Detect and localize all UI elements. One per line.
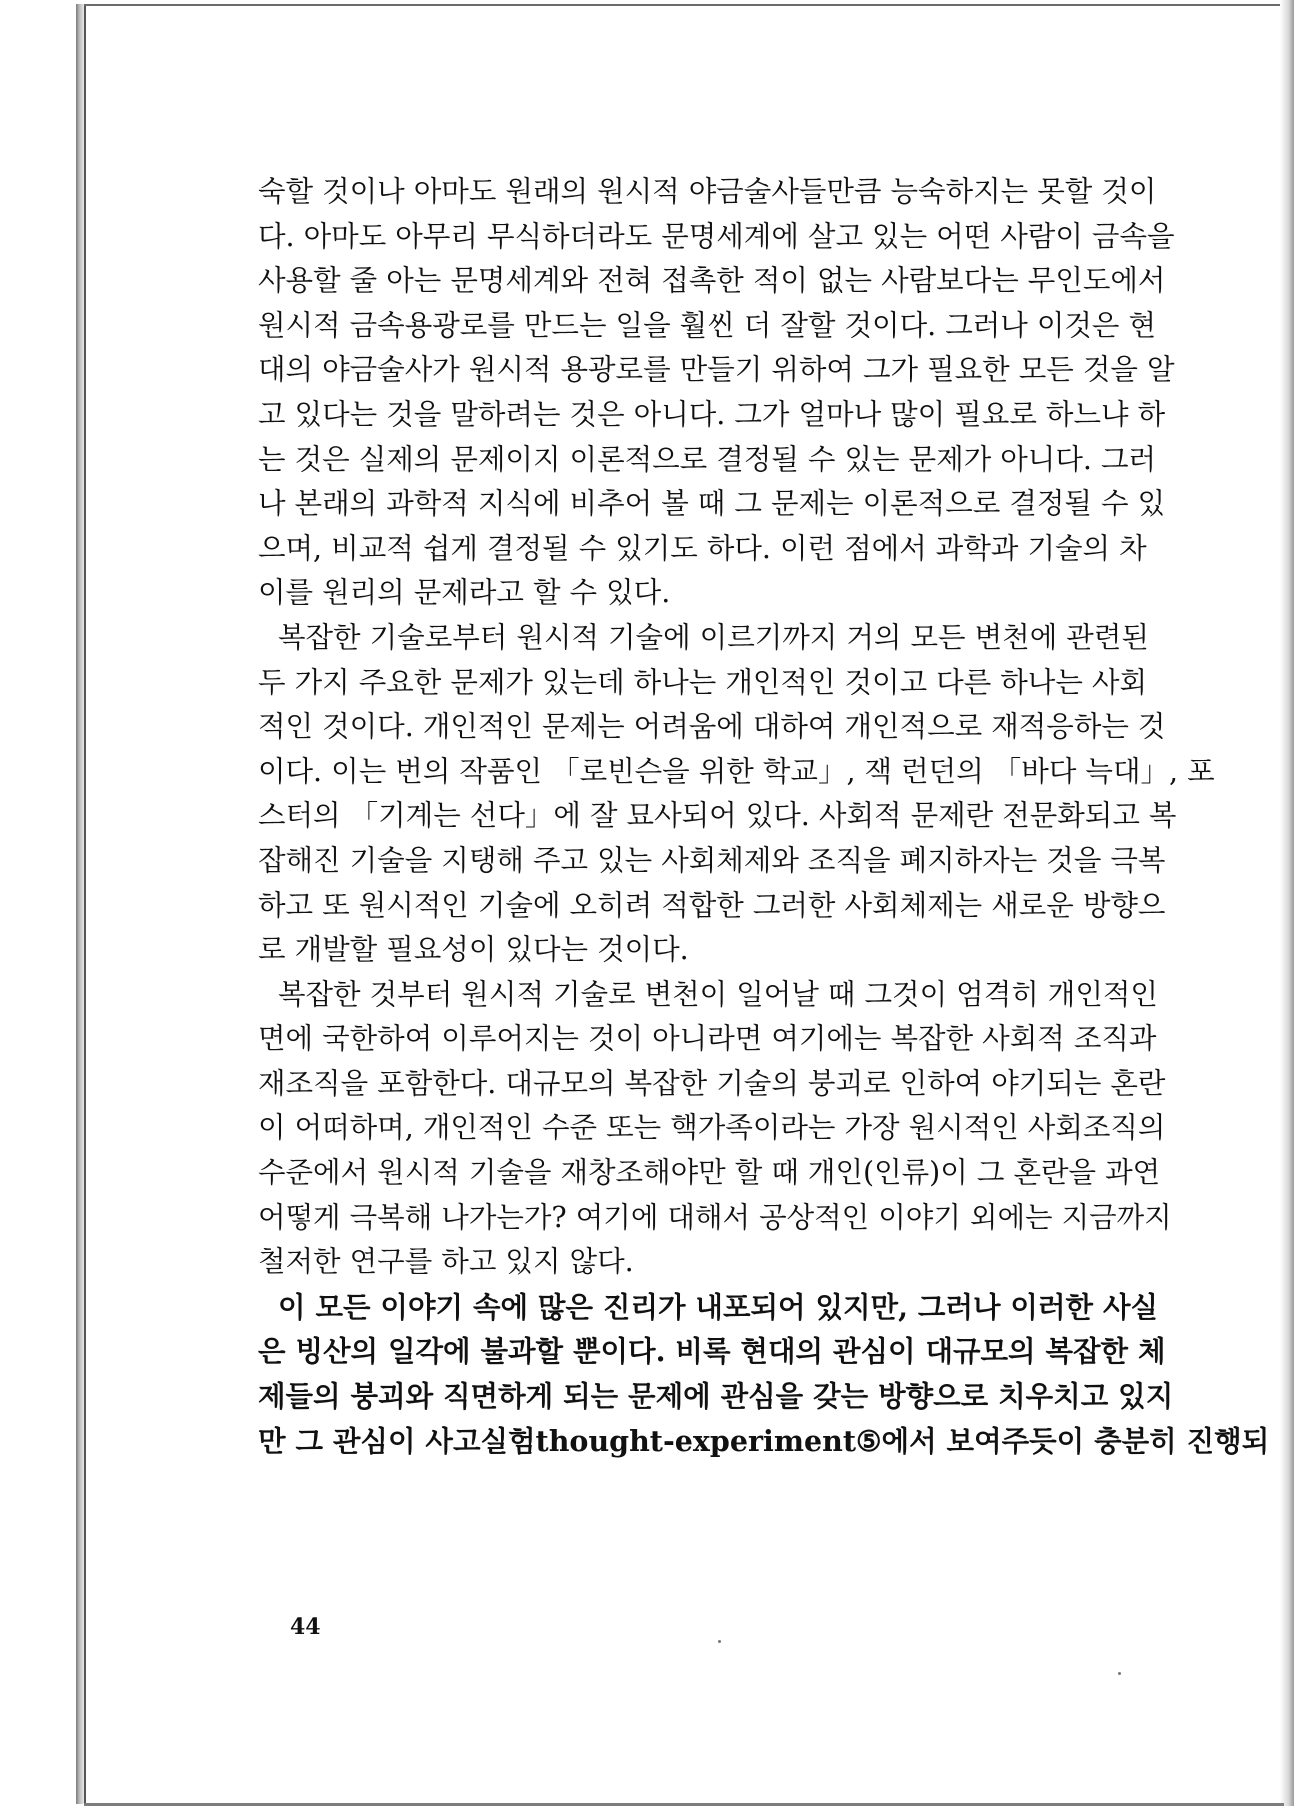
scan-speck [1118, 1672, 1121, 1675]
text-line: 이 모든 이야기 속에 많은 진리가 내포되어 있지만, 그러나 이러한 사실 [278, 1289, 1159, 1324]
text-line: 재조직을 포함한다. 대규모의 복잡한 기술의 붕괴로 인하여 야기되는 혼란 [258, 1066, 1166, 1100]
text-line: 잡해진 기술을 지탱해 주고 있는 사회체제와 조직을 폐지하자는 것을 극복 [258, 843, 1166, 877]
text-line: 적인 것이다. 개인적인 문제는 어려움에 대하여 개인적으로 재적응하는 것 [258, 710, 1166, 744]
body-text [258, 170, 1270, 1463]
page-right-shadow [1280, 0, 1294, 1806]
text-line: 수준에서 원시적 기술을 재창조해야만 할 때 개인(인류)이 그 혼란을 과연 [258, 1156, 1161, 1190]
text-line: 하고 또 원시적인 기술에 오히려 적합한 그러한 사회체제는 새로운 방향으 [258, 888, 1166, 922]
text-line: 스터의 「기계는 선다」에 잘 묘사되어 있다. 사회적 문제란 전문화되고 복 [258, 799, 1177, 833]
text-line: 이를 원리의 문제라고 할 수 있다. [258, 576, 671, 610]
text-line: 원시적 금속용광로를 만드는 일을 훨씬 더 잘할 것이다. 그러나 이것은 현 [258, 308, 1157, 342]
scan-speck [718, 1640, 721, 1643]
text-line: 만 그 관심이 사고실험thought-experiment⑤에서 보여주듯이 충분히 진행되 [258, 1423, 1270, 1458]
text-line: 면에 국한하여 이루어지는 것이 아니라면 여기에는 복잡한 사회적 조직과 [258, 1022, 1157, 1056]
text-line: 이 어떠하며, 개인적인 수준 또는 핵가족이라는 가장 원시적인 사회조직의 [258, 1111, 1166, 1145]
text-line: 이다. 이는 번의 작품인 「로빈슨을 위한 학교」, 잭 런던의 「바다 늑대」, 포 [258, 754, 1215, 788]
text-line: 복잡한 것부터 원시적 기술로 변천이 일어날 때 그것이 엄격히 개인적인 [278, 977, 1158, 1011]
text-line: 로 개발할 필요성이 있다는 것이다. [258, 933, 689, 967]
text-line: 대의 야금술사가 원시적 용광로를 만들기 위하여 그가 필요한 모든 것을 알 [258, 353, 1175, 387]
text-line: 제들의 붕괴와 직면하게 되는 문제에 관심을 갖는 방향으로 치우치고 있지 [258, 1379, 1174, 1414]
page-top-border [84, 4, 1284, 6]
page-number: 44 [290, 1614, 321, 1640]
text-line: 으며, 비교적 쉽게 결정될 수 있기도 하다. 이런 점에서 과학과 기술의 차 [258, 531, 1147, 565]
text-line: 어떻게 극복해 나가는가? 여기에 대해서 공상적인 이야기 외에는 지금까지 [258, 1200, 1172, 1234]
text-line: 는 것은 실제의 문제이지 이론적으로 결정될 수 있는 문제가 아니다. 그러 [258, 442, 1157, 476]
text-line: 고 있다는 것을 말하려는 것은 아니다. 그가 얼마나 많이 필요로 하느냐 하 [258, 397, 1166, 431]
text-line: 사용할 줄 아는 문명세계와 전혀 접촉한 적이 없는 사람보다는 무인도에서 [258, 264, 1166, 298]
text-line: 두 가지 주요한 문제가 있는데 하나는 개인적인 것이고 다른 하나는 사회 [258, 665, 1147, 699]
text-line: 나 본래의 과학적 지식에 비추어 볼 때 그 문제는 이론적으로 결정될 수 있 [258, 487, 1166, 521]
text-line: 숙할 것이나 아마도 원래의 원시적 야금술사들만큼 능숙하지는 못할 것이 [258, 175, 1157, 208]
text-line: 다. 아마도 아무리 무식하더라도 문명세계에 살고 있는 어떤 사람이 금속을 [258, 219, 1175, 253]
page-left-border [84, 4, 86, 1804]
text-line: 철저한 연구를 하고 있지 않다. [258, 1245, 634, 1279]
text-line: 은 빙산의 일각에 불과할 뿐이다. 비록 현대의 관심이 대규모의 복잡한 체 [258, 1334, 1166, 1369]
page-left-edge [76, 4, 84, 1804]
text-line: 복잡한 기술로부터 원시적 기술에 이르기까지 거의 모든 변천에 관련된 [278, 620, 1149, 654]
